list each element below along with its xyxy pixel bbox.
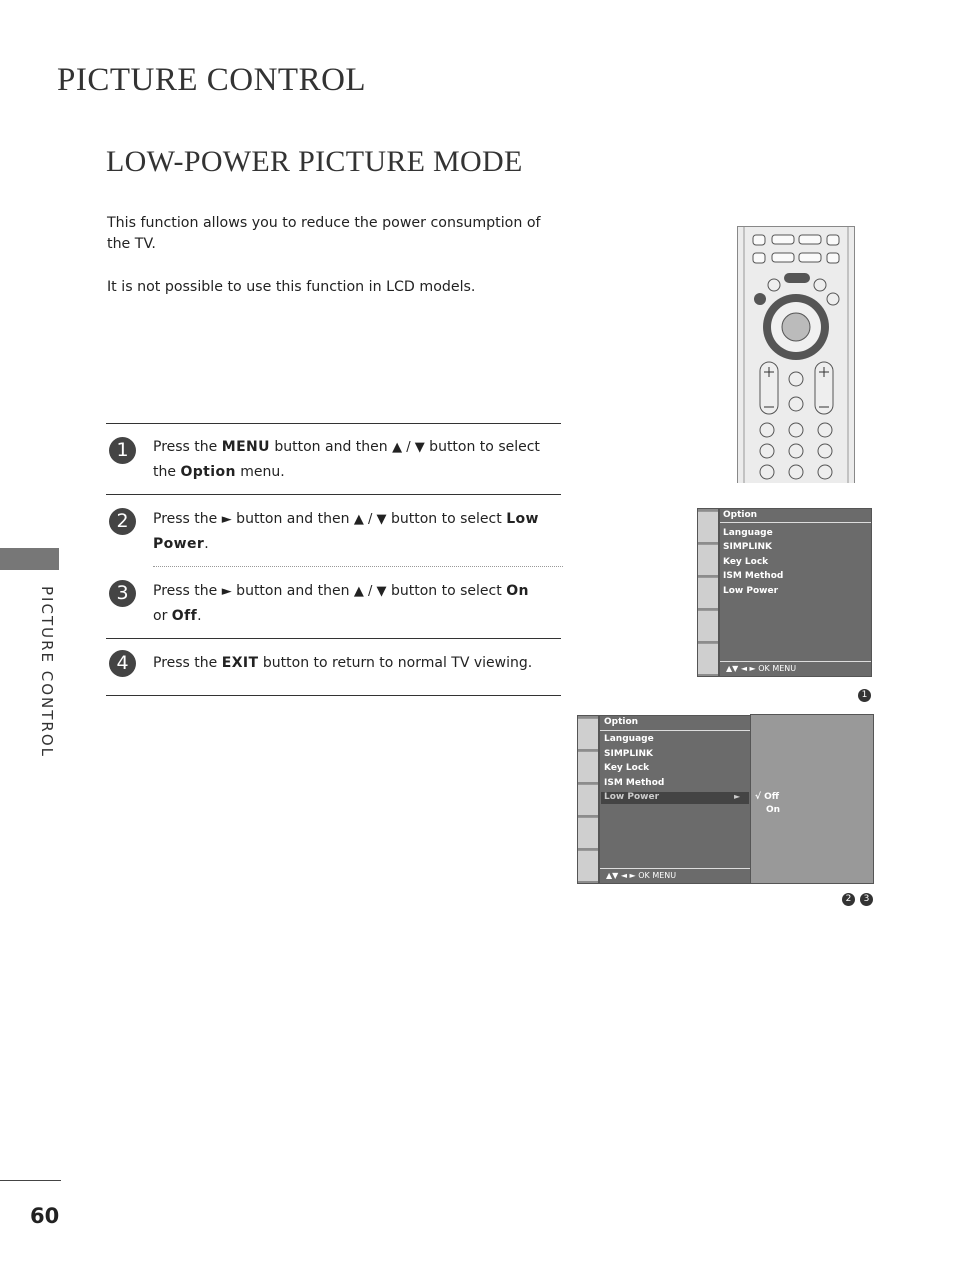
intro-paragraph-2: It is not possible to use this function in LCD models. xyxy=(107,279,476,295)
side-tab-marker xyxy=(0,548,59,570)
audio-icon xyxy=(698,577,718,608)
off-keyword: Off xyxy=(171,608,198,624)
text: button and then xyxy=(269,439,393,455)
menu-key: MENU xyxy=(221,439,270,455)
text: Press the xyxy=(153,439,222,455)
option-icon xyxy=(578,850,598,881)
menu1-footer: ▲▼ ◄ ► OK MENU xyxy=(726,664,797,673)
step-1-text xyxy=(153,435,543,484)
step-number-2: 2 xyxy=(109,508,136,535)
option-icon xyxy=(698,643,718,674)
step-number-1: 1 xyxy=(109,437,136,464)
menu1-item-simplink[interactable]: SIMPLINK xyxy=(723,542,772,552)
step-4-text xyxy=(153,651,543,675)
text: button to select xyxy=(386,583,507,599)
low-power-keyword: Low Power xyxy=(153,511,539,552)
menu2-submenu-arrow-icon: ► xyxy=(734,792,741,801)
screen-icon xyxy=(698,544,718,575)
screen-icon xyxy=(578,751,598,782)
menu2-submenu-panel xyxy=(750,714,874,884)
menu2-item-key-lock[interactable]: Key Lock xyxy=(604,763,650,773)
text: menu. xyxy=(235,464,285,480)
step-2-text xyxy=(153,507,543,556)
remote-control-graphic xyxy=(738,227,854,483)
step-divider xyxy=(106,423,561,424)
menu2-item-language[interactable]: Language xyxy=(604,734,654,744)
menu2-step-badge-3: 3 xyxy=(860,893,873,906)
on-keyword: On xyxy=(506,583,529,599)
text: button to select xyxy=(386,511,507,527)
intro-paragraph-1: This function allows you to reduce the power consumption of the TV. xyxy=(107,215,541,252)
option-keyword: Option xyxy=(180,464,236,480)
text: button and then xyxy=(231,583,354,599)
up-down-arrows: ▲ / ▼ xyxy=(353,512,387,527)
menu1-item-key-lock[interactable]: Key Lock xyxy=(723,557,769,567)
text: Press the xyxy=(153,583,222,599)
picture-setup-icon xyxy=(698,511,718,542)
up-down-arrows: ▲ / ▼ xyxy=(353,584,387,599)
submenu-option-on[interactable]: On xyxy=(766,805,781,815)
menu2-item-ism-method[interactable]: ISM Method xyxy=(604,778,665,788)
text: . xyxy=(197,608,202,624)
menu2-icon-strip xyxy=(577,715,599,884)
section-title: LOW-POWER PICTURE MODE xyxy=(106,145,523,178)
side-chapter-label: PICTURE CONTROL xyxy=(38,586,56,759)
text: button and then xyxy=(231,511,354,527)
menu2-header-divider xyxy=(600,730,750,731)
step-divider xyxy=(106,695,561,696)
submenu-option-off[interactable]: √ Off xyxy=(755,792,780,802)
text: Press the xyxy=(153,655,222,671)
menu2-item-simplink[interactable]: SIMPLINK xyxy=(604,749,653,759)
text: button to select the xyxy=(153,439,540,480)
picture-setup-icon xyxy=(578,718,598,749)
step-3-text xyxy=(153,579,543,628)
menu1-icon-strip xyxy=(697,508,719,677)
right-arrow: ► xyxy=(221,512,232,527)
menu2-step-badge-2: 2 xyxy=(842,893,855,906)
menu1-panel xyxy=(719,508,872,677)
menu1-step-badge: 1 xyxy=(858,689,871,702)
menu2-header: Option xyxy=(604,717,639,727)
step-dotted-divider xyxy=(153,566,563,567)
audio-icon xyxy=(578,784,598,815)
step-divider xyxy=(106,638,561,639)
menu1-item-language[interactable]: Language xyxy=(723,528,773,538)
menu1-header-divider xyxy=(720,522,871,523)
page-title: PICTURE CONTROL xyxy=(57,62,367,98)
remote-control-illustration xyxy=(737,226,855,483)
text: or xyxy=(153,608,172,624)
text: . xyxy=(204,536,209,552)
step-number-3: 3 xyxy=(109,580,136,607)
right-arrow: ► xyxy=(221,584,232,599)
page-number-rule xyxy=(0,1180,61,1181)
menu1-item-ism-method[interactable]: ISM Method xyxy=(723,571,784,581)
step-divider xyxy=(106,494,561,495)
step-number-4: 4 xyxy=(109,650,136,677)
menu1-item-low-power[interactable]: Low Power xyxy=(723,586,779,596)
time-icon xyxy=(698,610,718,641)
text: button to return to normal TV viewing. xyxy=(258,655,533,671)
menu2-panel xyxy=(599,715,751,884)
menu2-footer: ▲▼ ◄ ► OK MENU xyxy=(606,871,677,880)
menu1-footer-divider xyxy=(720,661,871,662)
text: Press the xyxy=(153,511,222,527)
menu1-header: Option xyxy=(723,510,758,520)
page-number: 60 xyxy=(30,1204,60,1228)
menu2-item-low-power[interactable]: Low Power xyxy=(604,792,660,802)
exit-key: EXIT xyxy=(221,655,259,671)
up-down-arrows: ▲ / ▼ xyxy=(392,440,425,455)
time-icon xyxy=(578,817,598,848)
menu2-footer-divider xyxy=(600,868,750,869)
